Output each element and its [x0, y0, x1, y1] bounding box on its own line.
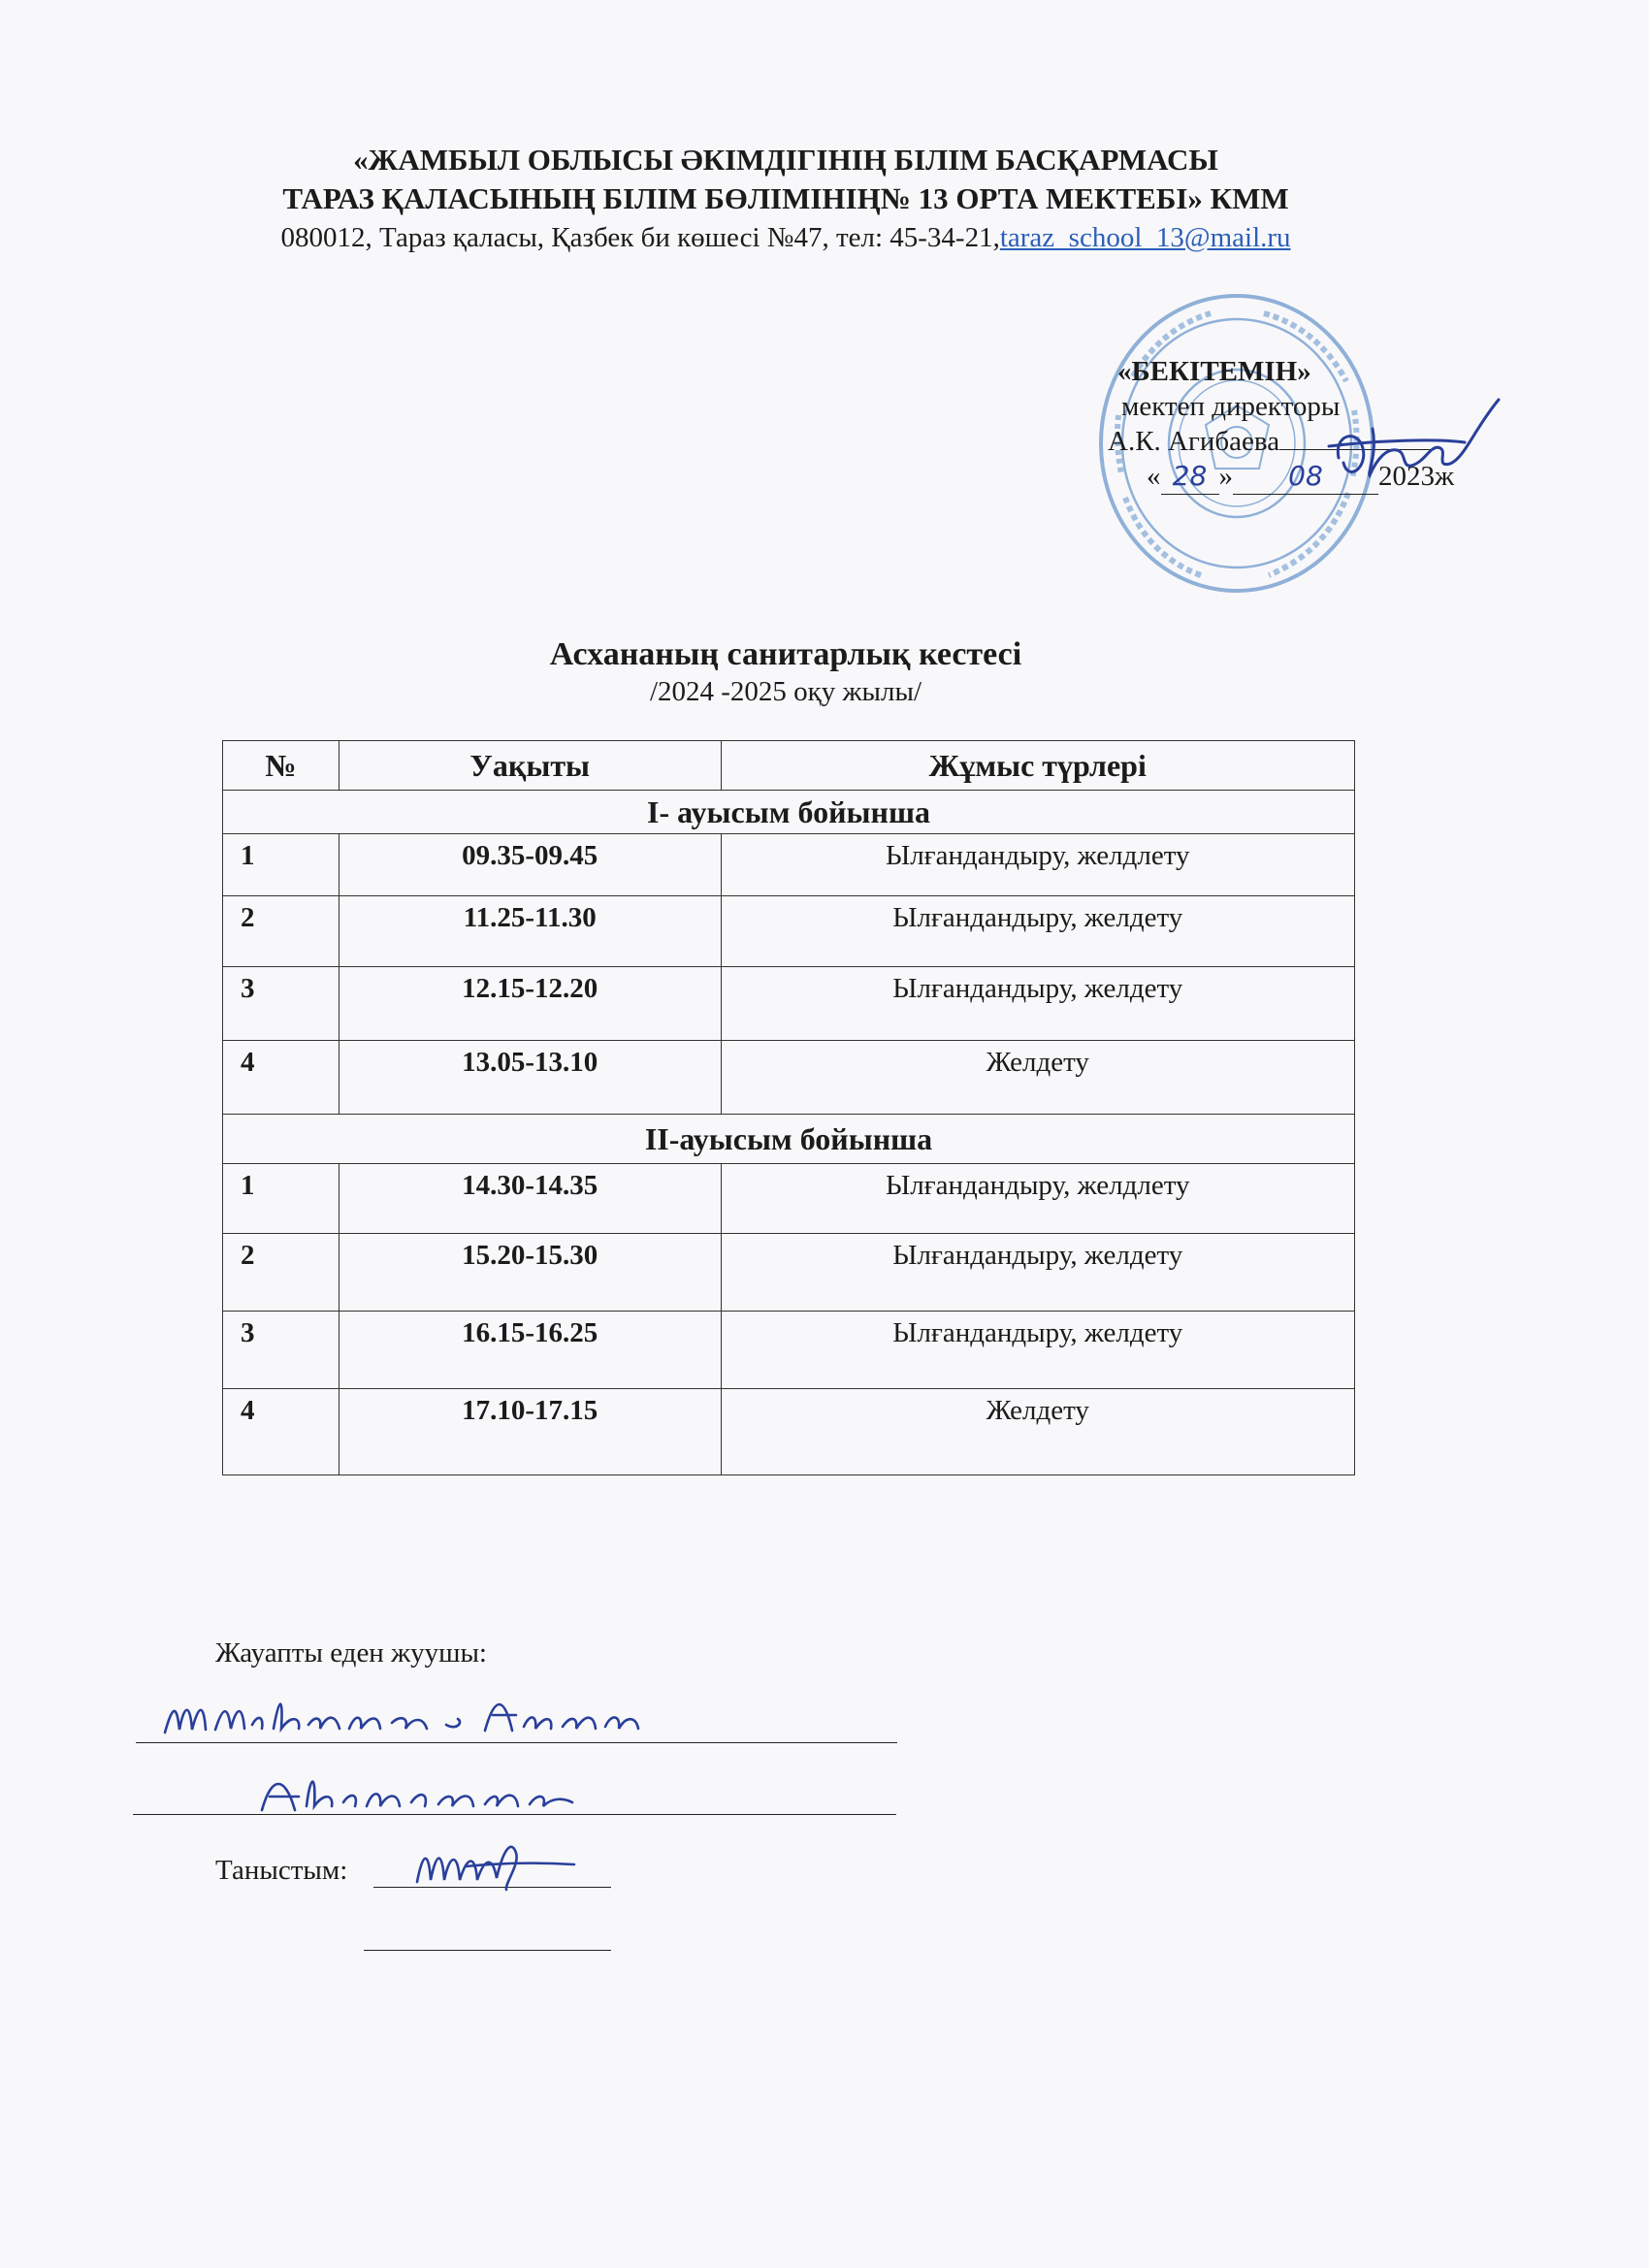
row-work: Ылғандандыру, желдету: [721, 1234, 1354, 1312]
table-row: [223, 967, 1355, 1041]
row-time: 12.15-12.20: [339, 967, 721, 1041]
director-signature: [1319, 390, 1513, 497]
row-work: Ылғандандыру, желдету: [721, 967, 1354, 1041]
row-work: Ылғандандыру, желдету: [721, 896, 1354, 967]
handwritten-name-line-1: [155, 1686, 815, 1744]
row-number: 3: [223, 967, 340, 1041]
row-work: Желдету: [721, 1389, 1354, 1475]
responsible-label: Жауапты еден жуушы:: [215, 1637, 487, 1669]
row-work: Ылғандандыру, желдлету: [721, 1164, 1354, 1234]
date-month: 08: [1233, 459, 1378, 495]
responsible-signature-line-2: [133, 1814, 896, 1815]
table-row: [223, 1389, 1355, 1475]
row-work: Ылғандандыру, желдету: [721, 1312, 1354, 1389]
row-work: Ылғандандыру, желдлету: [721, 834, 1354, 896]
row-number: 2: [223, 896, 340, 967]
header-work-types: Жұмыс түрлері: [721, 741, 1354, 791]
table-header-row: [223, 741, 1355, 791]
table-row: [223, 834, 1355, 896]
org-email-link[interactable]: taraz_school_13@mail.ru: [999, 222, 1291, 253]
approver-role: мектеп директоры: [1121, 391, 1341, 422]
header-time: Уақыты: [339, 741, 721, 791]
table-row: [223, 1041, 1355, 1115]
table-row: [223, 896, 1355, 967]
acquainted-label: Таныстым:: [215, 1855, 348, 1886]
responsible-signature-line-1: [136, 1742, 897, 1743]
acquainted-signature-line-2: [364, 1950, 611, 1951]
row-time: 11.25-11.30: [339, 896, 721, 967]
row-work: Желдету: [721, 1041, 1354, 1115]
org-address-line: [0, 218, 1571, 257]
row-number: 3: [223, 1312, 340, 1389]
org-name-line-2: ТАРАЗ ҚАЛАСЫНЫҢ БІЛІМ БӨЛІМІНІҢ№ 13 ОРТА МЕКТЕБІ» КММ: [282, 181, 1289, 215]
sanitary-schedule-table: [222, 740, 1355, 1475]
row-time: 16.15-16.25: [339, 1312, 721, 1389]
shift-1-row: [223, 791, 1355, 834]
title-main: Асхананың санитарлық кестесі: [549, 636, 1022, 672]
shift-2-label: II-ауысым бойынша: [223, 1115, 1355, 1164]
table-row: [223, 1234, 1355, 1312]
row-number: 4: [223, 1389, 340, 1475]
handwritten-name-line-2: [252, 1764, 582, 1822]
row-time: 13.05-13.10: [339, 1041, 721, 1115]
row-number: 1: [223, 834, 340, 896]
org-name-line-1: «ЖАМБЫЛ ОБЛЫСЫ ӘКІМДІГІНІҢ БІЛІМ БАСҚАРМАСЫ: [353, 143, 1218, 177]
row-time: 15.20-15.30: [339, 1234, 721, 1312]
organization-header: [0, 141, 1571, 257]
approval-title: «БЕКІТЕМІН»: [1117, 356, 1311, 387]
approval-date: « 28 » 08 2023ж: [1147, 459, 1454, 495]
org-address: 080012, Тараз қаласы, Қазбек би көшесі №47, тел: 45-34-21,: [280, 222, 1000, 253]
row-number: 4: [223, 1041, 340, 1115]
date-year: 2023ж: [1378, 461, 1455, 492]
table-row: [223, 1164, 1355, 1234]
shift-2-row: [223, 1115, 1355, 1164]
title-subtitle: /2024 -2025 оқу жылы/: [649, 676, 922, 707]
row-time: 09.35-09.45: [339, 834, 721, 896]
row-time: 17.10-17.15: [339, 1389, 721, 1475]
approver-name: А.К. Агибаева: [1108, 426, 1280, 457]
date-day: 28: [1161, 459, 1219, 495]
shift-1-label: I- ауысым бойынша: [223, 791, 1355, 834]
table-row: [223, 1312, 1355, 1389]
row-time: 14.30-14.35: [339, 1164, 721, 1234]
header-number: №: [223, 741, 340, 791]
acquainted-signature: [407, 1835, 582, 1894]
row-number: 1: [223, 1164, 340, 1234]
document-title: [0, 635, 1571, 709]
row-number: 2: [223, 1234, 340, 1312]
